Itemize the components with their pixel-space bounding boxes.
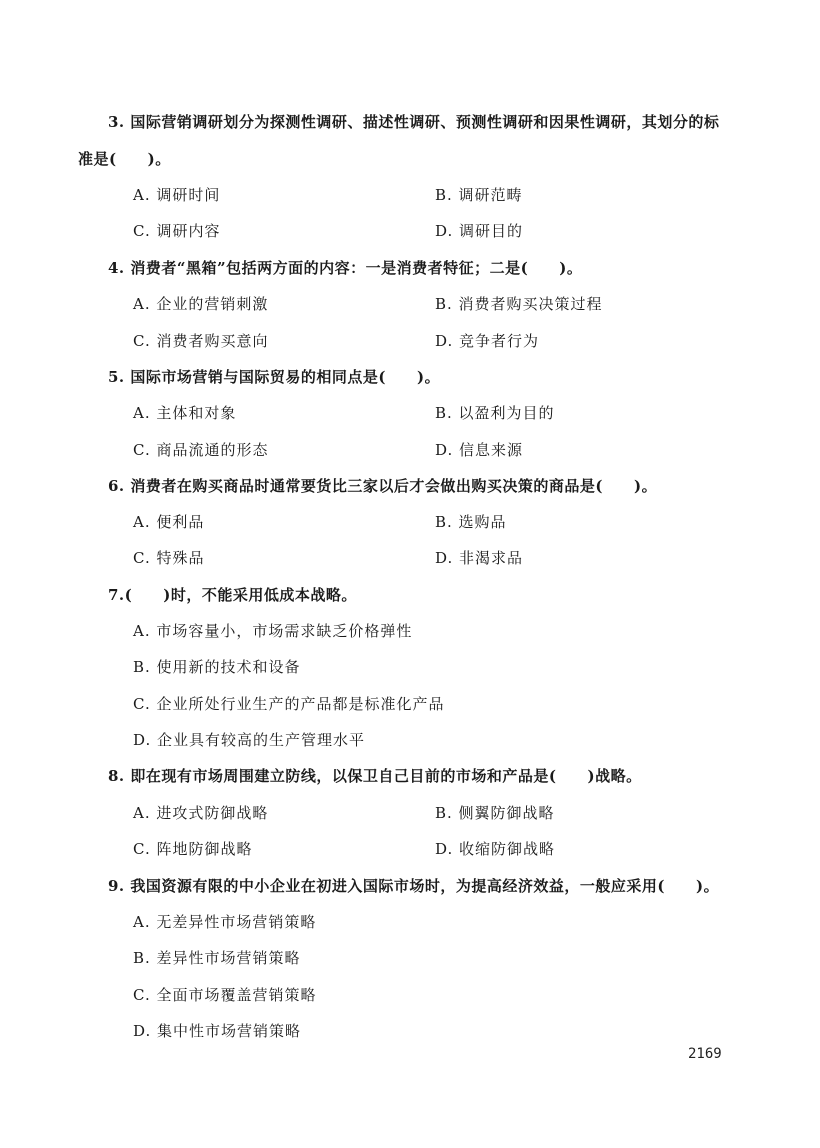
page-number: 2169: [688, 1046, 722, 1062]
question-7-option-d: D. 企业具有较高的生产管理水平: [133, 731, 366, 749]
question-8-option-c: C. 阵地防御战略: [133, 840, 253, 858]
question-6-option-d: D. 非渴求品: [435, 549, 524, 567]
question-7-option-a: A. 市场容量小，市场需求缺乏价格弹性: [133, 622, 413, 640]
question-5-text: 5. 国际市场营销与国际贸易的相同点是( )。: [108, 368, 441, 386]
question-4-option-a: A. 企业的营销刺激: [133, 295, 269, 313]
question-6-option-c: C. 特殊品: [133, 549, 205, 567]
question-5-option-b: B. 以盈利为目的: [435, 404, 555, 422]
question-8-text: 8. 即在现有市场周围建立防线，以保卫自己目前的市场和产品是( )战略。: [108, 767, 642, 785]
question-9-text: 9. 我国资源有限的中小企业在初进入国际市场时，为提高经济效益，一般应采用( )。: [108, 877, 720, 895]
question-3-text-continued: 准是( )。: [78, 150, 171, 168]
question-7-option-b: B. 使用新的技术和设备: [133, 658, 301, 676]
question-7-text: 7.( )时，不能采用低成本战略。: [108, 586, 357, 604]
question-9-option-d: D. 集中性市场营销策略: [133, 1022, 302, 1040]
question-9-option-c: C. 全面市场覆盖营销策略: [133, 986, 317, 1004]
question-3-option-c: C. 调研内容: [133, 222, 221, 240]
question-4-text: 4. 消费者“黑箱”包括两方面的内容：一是消费者特征；二是( )。: [108, 259, 583, 277]
question-3-option-d: D. 调研目的: [435, 222, 524, 240]
question-6-text: 6. 消费者在购买商品时通常要货比三家以后才会做出购买决策的商品是( )。: [108, 477, 658, 495]
question-3-text: 3. 国际营销调研划分为探测性调研、描述性调研、预测性调研和因果性调研，其划分的标: [108, 113, 720, 131]
question-4-option-d: D. 竞争者行为: [435, 332, 540, 350]
question-3-option-b: B. 调研范畴: [435, 186, 523, 204]
question-4-option-c: C. 消费者购买意向: [133, 332, 269, 350]
question-8-option-b: B. 侧翼防御战略: [435, 804, 555, 822]
question-6-option-b: B. 选购品: [435, 513, 507, 531]
question-8-option-d: D. 收缩防御战略: [435, 840, 556, 858]
question-5-option-c: C. 商品流通的形态: [133, 441, 269, 459]
question-4-option-b: B. 消费者购买决策过程: [435, 295, 603, 313]
question-9-option-b: B. 差异性市场营销策略: [133, 949, 301, 967]
question-8-option-a: A. 进攻式防御战略: [133, 804, 269, 822]
question-5-option-a: A. 主体和对象: [133, 404, 237, 422]
question-5-option-d: D. 信息来源: [435, 441, 524, 459]
question-3-option-a: A. 调研时间: [133, 186, 221, 204]
question-7-option-c: C. 企业所处行业生产的产品都是标准化产品: [133, 695, 445, 713]
question-6-option-a: A. 便利品: [133, 513, 205, 531]
question-9-option-a: A. 无差异性市场营销策略: [133, 913, 317, 931]
